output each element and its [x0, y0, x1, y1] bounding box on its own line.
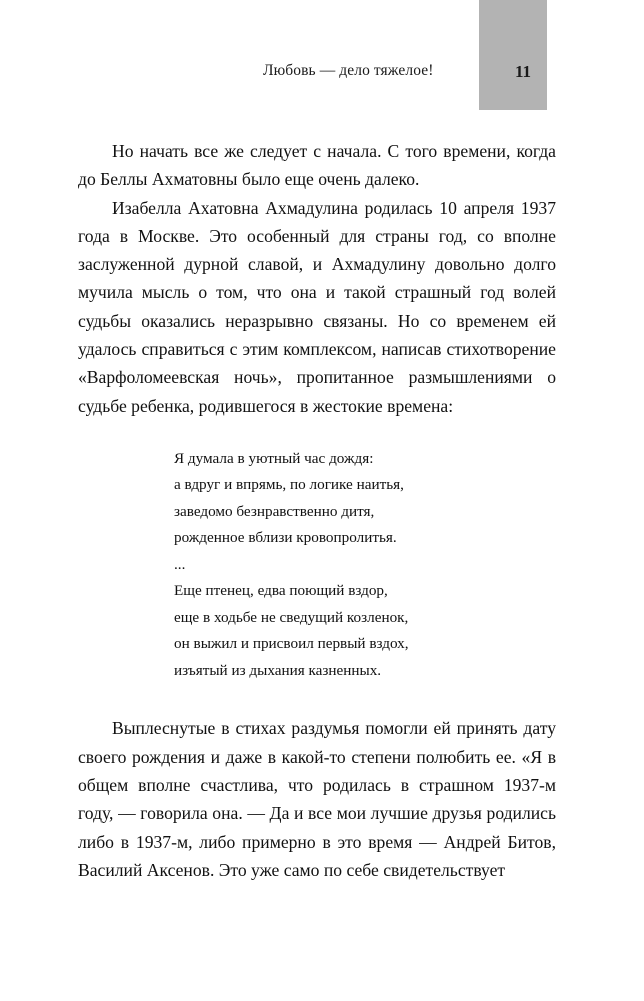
- page-header: [0, 62, 644, 86]
- paragraph: Но начать все же следует с начала. С того времени, когда до Беллы Ахматовны было еще очень далеко.: [78, 141, 556, 190]
- paragraph: Выплеснутые в стихах раздумья помогли ей принять дату своего рождения и даже в какой-то степени полюбить ее. «Я в общем вполне счастлива, что родилась в страшном 1937-м году, — говорила она. — Да и все мои лучшие друзья родились либо в 1937-м, либо примерно в это время — Андрей Битов, Василий Аксенов. Это уже само по себе свидетельствует: [78, 718, 556, 880]
- verse-line: изъятый из дыхания казненных.: [174, 661, 382, 679]
- verse-ellipsis: ...: [174, 555, 186, 573]
- page-corner-marker: [479, 0, 547, 110]
- body-text: [78, 137, 556, 884]
- verse-quote: [78, 446, 556, 685]
- verse-line: он выжил и присвоил первый вздох,: [174, 635, 409, 653]
- verse-line: заведомо безнравственно дитя,: [174, 502, 375, 520]
- running-title: Любовь — дело тяжелое!: [263, 62, 434, 79]
- verse-line: а вдруг и впрямь, по логике наитья,: [174, 476, 404, 494]
- verse-line: Еще птенец, едва поющий вздор,: [174, 582, 388, 600]
- verse-line: Я думала в уютный час дождя:: [174, 449, 374, 467]
- paragraph: Изабелла Ахатовна Ахмадулина родилась 10 апреля 1937 года в Москве. Это особенный для страны год, со вполне заслуженной дурной славой, и Ахмадулину довольно долго мучила мысль о том, что она и такой страшный год волей судьбы оказались неразрывно связаны. Но со временем ей удалось справиться с этим комплексом, написав стихотворение «Варфоломеевская ночь», пропитанное размышлениями о судьбе ребенка, родившегося в жестокие времена:: [78, 197, 556, 416]
- verse-line: еще в ходьбе не сведущий козленок,: [174, 608, 409, 626]
- verse-line: рожденное вблизи кровопролитья.: [174, 529, 397, 547]
- page-number: 11: [514, 62, 531, 81]
